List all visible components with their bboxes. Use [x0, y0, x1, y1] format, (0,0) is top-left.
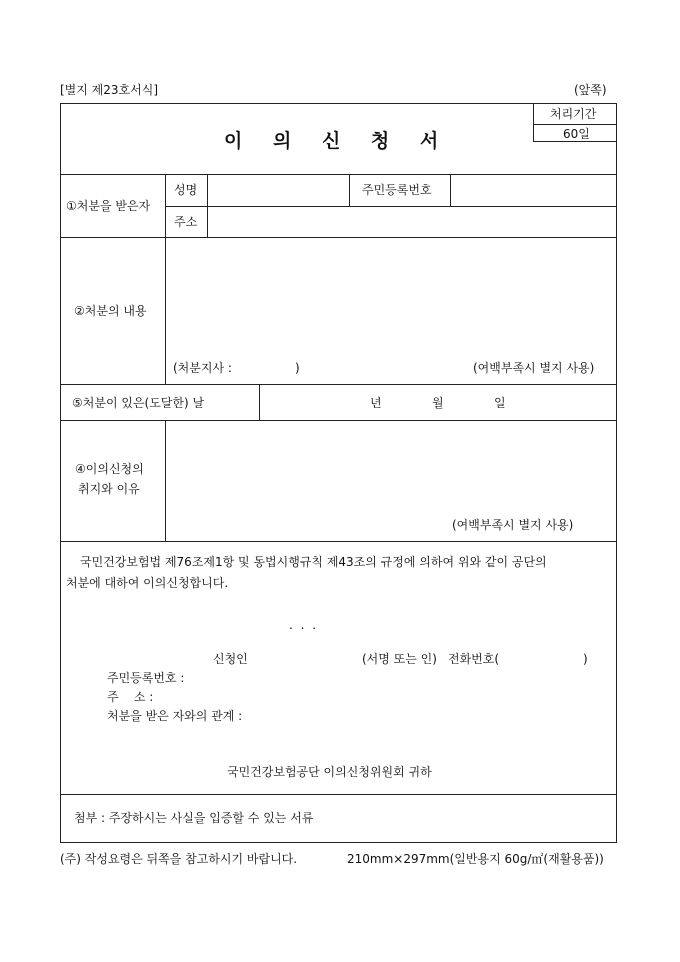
applicant-address-label: 주 소 :	[107, 690, 154, 704]
branch-notice: (처분지사 :	[173, 361, 232, 375]
col-divider	[207, 174, 208, 237]
row-divider	[60, 384, 617, 385]
section1-label: ①처분을 받은자	[66, 199, 151, 213]
disposition-content-field[interactable]	[166, 238, 616, 358]
col-divider	[450, 174, 451, 206]
phone-close: )	[583, 652, 588, 666]
processing-value: 60일	[563, 127, 590, 141]
section4-label-line1: ④이의신청의	[75, 462, 144, 476]
statement-line2: 처분에 대하여 이의신청합니다.	[66, 576, 229, 590]
addressee: 국민건강보험공단 이의신청위원회 귀하	[227, 765, 432, 779]
date-dots: . . .	[289, 618, 319, 632]
footer-note: (주) 작성요령은 뒤쪽을 참고하시기 바랍니다.	[60, 852, 298, 866]
attachment-note: 첨부 : 주장하시는 사실을 입증할 수 있는 서류	[74, 811, 314, 825]
section4-label-line2: 취지와 이유	[78, 482, 140, 496]
phone-label: 전화번호(	[448, 652, 500, 666]
col-divider	[259, 384, 260, 420]
address-label: 주소	[174, 215, 198, 229]
row-divider	[165, 206, 617, 207]
section3-label: ⑤처분이 있은(도달한) 날	[72, 396, 205, 410]
applicant-rrn-label: 주민등록번호 :	[107, 671, 185, 685]
section2-label: ②처분의 내용	[74, 304, 147, 318]
row-divider	[60, 794, 617, 795]
appeal-reason-field[interactable]	[166, 421, 616, 515]
name-label: 성명	[174, 183, 198, 197]
processing-label: 처리기간	[550, 107, 597, 121]
processing-divider	[533, 124, 617, 125]
paper-spec: 210mm×297mm(일반용지 60g/㎡(재활용품))	[347, 852, 604, 866]
form-title: 이 의 신 청 서	[224, 130, 451, 152]
branch-notice-close: )	[295, 361, 300, 375]
date-month: 월	[432, 396, 444, 410]
relation-label: 처분을 받은 자와의 관계 :	[107, 709, 243, 723]
date-day: 일	[494, 396, 506, 410]
signature-label: (서명 또는 인)	[362, 652, 437, 666]
section2-extra-note: (여백부족시 별지 사용)	[473, 361, 595, 375]
section4-extra-note: (여백부족시 별지 사용)	[452, 518, 574, 532]
col-divider	[349, 174, 350, 206]
date-year: 년	[370, 396, 382, 410]
statement-line1: 국민건강보험법 제76조제1항 및 동법시행규칙 제43조의 규정에 의하여 위와 같이 공단의	[80, 555, 547, 569]
row-divider	[60, 541, 617, 542]
row-divider	[60, 174, 617, 175]
rrn-label: 주민등록번호	[362, 183, 432, 197]
applicant-label: 신청인	[213, 652, 248, 666]
page-side: (앞쪽)	[574, 83, 607, 97]
form-number: [별지 제23호서식]	[60, 83, 158, 97]
